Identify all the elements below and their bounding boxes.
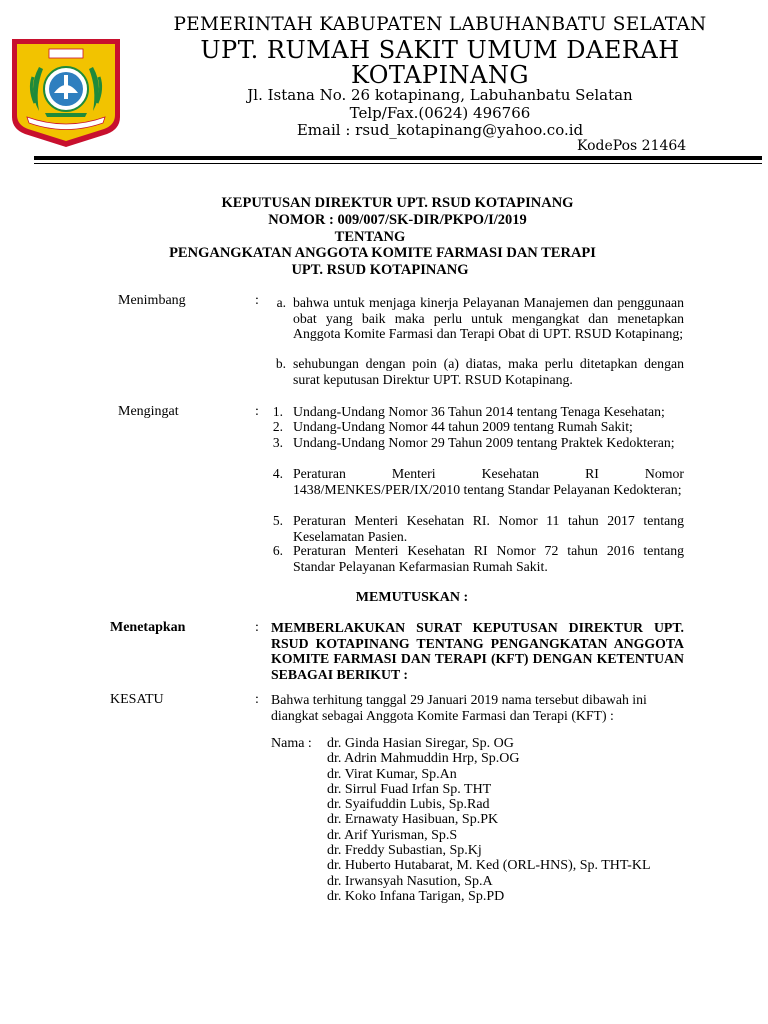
menimbang-label: Menimbang bbox=[118, 293, 186, 308]
list-item: dr. Syaifuddin Lubis, Sp.Rad bbox=[327, 797, 490, 813]
letterhead-divider-thin bbox=[34, 163, 762, 164]
menetapkan-text: MEMBERLAKUKAN SURAT KEPUTUSAN DIREKTUR UPT. RSUD KOTAPINANG TENTANG PENGANGKATAN ANGGOTA KOMITE FARMASI DAN TERAPI (KFT) DENGAN KETENTUAN SEBAGAI BERIKUT : bbox=[271, 620, 684, 683]
menetapkan-label: Menetapkan bbox=[110, 620, 186, 635]
mengingat-mark-3: 3. bbox=[272, 435, 283, 450]
list-item: dr. Freddy Subastian, Sp.Kj bbox=[327, 843, 482, 859]
list-item: dr. Virat Kumar, Sp.An bbox=[327, 766, 457, 782]
mengingat-label: Mengingat bbox=[118, 404, 179, 419]
list-item: dr. Irwansyah Nasution, Sp.A bbox=[327, 873, 493, 889]
decree-subject: PENGANGKATAN ANGGOTA KOMITE FARMASI DAN TERAPI bbox=[169, 245, 596, 261]
list-item: dr. Arif Yurisman, Sp.S bbox=[327, 827, 458, 843]
mengingat-item-1: Undang-Undang Nomor 36 Tahun 2014 tentang Tenaga Kesehatan; bbox=[293, 404, 665, 419]
letterhead-telp: Telp/Fax.(0624) 496766 bbox=[349, 104, 531, 122]
menimbang-item-a: bahwa untuk menjaga kinerja Pelayanan Manajemen dan penggunaan obat yang baik maka perlu untuk mengangkat dan menetapkan Anggota Komite Farmasi dan Terapi Obat di UPT. RSUD Kotapinang; bbox=[293, 295, 684, 341]
nama-label: Nama : bbox=[271, 736, 312, 751]
letterhead-government: PEMERINTAH KABUPATEN LABUHANBATU SELATAN bbox=[173, 14, 707, 35]
list-item: dr. Huberto Hutabarat, M. Ked (ORL-HNS), Sp. THT-KL bbox=[327, 858, 651, 874]
menimbang-mark-a: a. bbox=[276, 295, 286, 310]
menetapkan-colon: : bbox=[255, 620, 259, 635]
decree-subject-org: UPT. RSUD KOTAPINANG bbox=[291, 262, 469, 278]
menimbang-mark-b: b. bbox=[275, 356, 286, 371]
memutuskan-heading: MEMUTUSKAN : bbox=[355, 590, 469, 605]
mengingat-item-2: Undang-Undang Nomor 44 tahun 2009 tentang Rumah Sakit; bbox=[293, 419, 633, 434]
mengingat-mark-1: 1. bbox=[272, 404, 283, 419]
mengingat-item-4: Peraturan Menteri Kesehatan RI Nomor 1438/MENKES/PER/IX/2010 tentang Standar Pelayanan Kedokteran; bbox=[293, 466, 684, 497]
list-item: dr. Sirrul Fuad Irfan Sp. THT bbox=[327, 781, 492, 797]
menimbang-item-b: sehubungan dengan poin (a) diatas, maka perlu ditetapkan dengan surat keputusan Direktur UPT. RSUD Kotapinang. bbox=[293, 356, 684, 387]
menimbang-colon: : bbox=[255, 293, 259, 308]
letterhead-divider-thick bbox=[34, 156, 762, 160]
list-item: dr. Ginda Hasian Siregar, Sp. OG bbox=[327, 736, 514, 751]
mengingat-colon: : bbox=[255, 404, 259, 419]
mengingat-item-3: Undang-Undang Nomor 29 Tahun 2009 tentang Praktek Kedokteran; bbox=[293, 435, 675, 450]
decree-number: NOMOR : 009/007/SK-DIR/PKPO/I/2019 bbox=[268, 212, 527, 228]
mengingat-mark-5: 5. bbox=[272, 513, 283, 528]
mengingat-item-6: Peraturan Menteri Kesehatan RI Nomor 72 tahun 2016 tentang Standar Pelayanan Kefarmasian Rumah Sakit. bbox=[293, 543, 684, 574]
kesatu-colon: : bbox=[255, 692, 259, 707]
letterhead-hospital-name: UPT. RUMAH SAKIT UMUM DAERAH bbox=[200, 36, 680, 64]
decree-tentang: TENTANG bbox=[334, 229, 406, 245]
mengingat-item-5: Peraturan Menteri Kesehatan RI. Nomor 11 tahun 2017 tentang Keselamatan Pasien. bbox=[293, 513, 684, 544]
kesatu-label: KESATU bbox=[110, 692, 164, 707]
seal-icon bbox=[9, 37, 123, 149]
mengingat-mark-2: 2. bbox=[272, 419, 283, 434]
letterhead-email: Email : rsud_kotapinang@yahoo.co.id bbox=[296, 121, 584, 139]
letterhead-kodepos: KodePos 21464 bbox=[577, 138, 687, 154]
mengingat-mark-4: 4. bbox=[272, 466, 283, 481]
list-item: dr. Koko Infana Tarigan, Sp.PD bbox=[327, 888, 505, 904]
letterhead-address: Jl. Istana No. 26 kotapinang, Labuhanbatu Selatan bbox=[247, 86, 633, 104]
decree-title: KEPUTUSAN DIREKTUR UPT. RSUD KOTAPINANG bbox=[221, 195, 574, 211]
list-item: dr. Ernawaty Hasibuan, Sp.PK bbox=[327, 812, 499, 828]
member-list bbox=[327, 736, 651, 904]
letterhead-city: KOTAPINANG bbox=[350, 61, 530, 89]
mengingat-mark-6: 6. bbox=[272, 543, 283, 558]
kesatu-text: Bahwa terhitung tanggal 29 Januari 2019 nama tersebut dibawah ini diangkat sebagai Anggota Komite Farmasi dan Terapi (KFT) : bbox=[271, 692, 647, 723]
list-item: dr. Adrin Mahmuddin Hrp, Sp.OG bbox=[327, 751, 520, 767]
